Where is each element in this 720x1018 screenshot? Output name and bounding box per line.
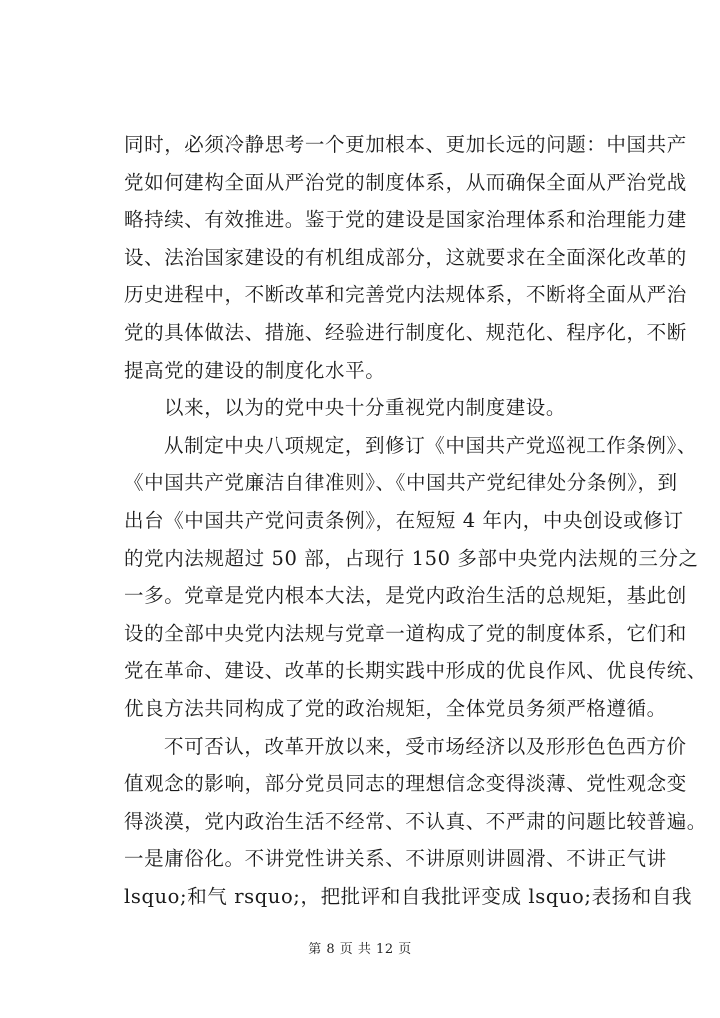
- text-line: 从制定中央八项规定，到修订《中国共产党巡视工作条例》、: [164, 433, 697, 457]
- page-number-footer: 第 8 页 共 12 页: [308, 942, 412, 957]
- text-line: 历史进程中，不断改革和完善党内法规体系，不断将全面从严治: [124, 283, 687, 307]
- text-line: 的党内法规超过 50 部，占现行 150 多部中央党内法规的三分之: [124, 546, 699, 570]
- text-line: 设的全部中央党内法规与党章一道构成了党的制度体系，它们和: [124, 621, 687, 645]
- text-line: 党在革命、建设、改革的长期实践中形成的优良作风、优良传统、: [124, 659, 707, 683]
- text-line: 不可否认，改革开放以来，受市场经济以及形形色色西方价: [164, 734, 687, 758]
- text-line: 优良方法共同构成了党的政治规矩，全体党员务须严格遵循。: [124, 696, 667, 720]
- text-line: 以来，以为的党中央十分重视党内制度建设。: [164, 396, 567, 420]
- text-line: 设、法治国家建设的有机组成部分，这就要求在全面深化改革的: [124, 245, 687, 269]
- text-line: 党的具体做法、措施、经验进行制度化、规范化、程序化，不断: [124, 320, 687, 344]
- text-line: 同时，必须冷静思考一个更加根本、更加长远的问题：中国共产: [124, 133, 687, 156]
- body-text: [124, 126, 707, 915]
- text-line: 一多。党章是党内根本大法，是党内政治生活的总规矩，基此创: [124, 584, 687, 608]
- text-line: 提高党的建设的制度化水平。: [124, 358, 386, 382]
- text-line: 《中国共产党廉洁自律准则》、《中国共产党纪律处分条例》，到: [124, 471, 678, 495]
- text-line: 一是庸俗化。不讲党性讲关系、不讲原则讲圆滑、不讲正气讲: [124, 847, 667, 871]
- text-line: 党如何建构全面从严治党的制度体系，从而确保全面从严治党战: [124, 170, 687, 194]
- text-line: 值观念的影响，部分党员同志的理想信念变得淡薄、党性观念变: [124, 772, 687, 796]
- text-line: 得淡漠，党内政治生活不经常、不认真、不严肃的问题比较普遍。: [124, 809, 707, 833]
- text-line: 略持续、有效推进。鉴于党的建设是国家治理体系和治理能力建: [124, 208, 687, 232]
- text-line: 出台《中国共产党问责条例》，在短短 4 年内，中央创设或修订: [124, 508, 684, 532]
- text-line: lsquo;和气 rsquo;，把批评和自我批评变成 lsquo;表扬和自我: [124, 884, 693, 908]
